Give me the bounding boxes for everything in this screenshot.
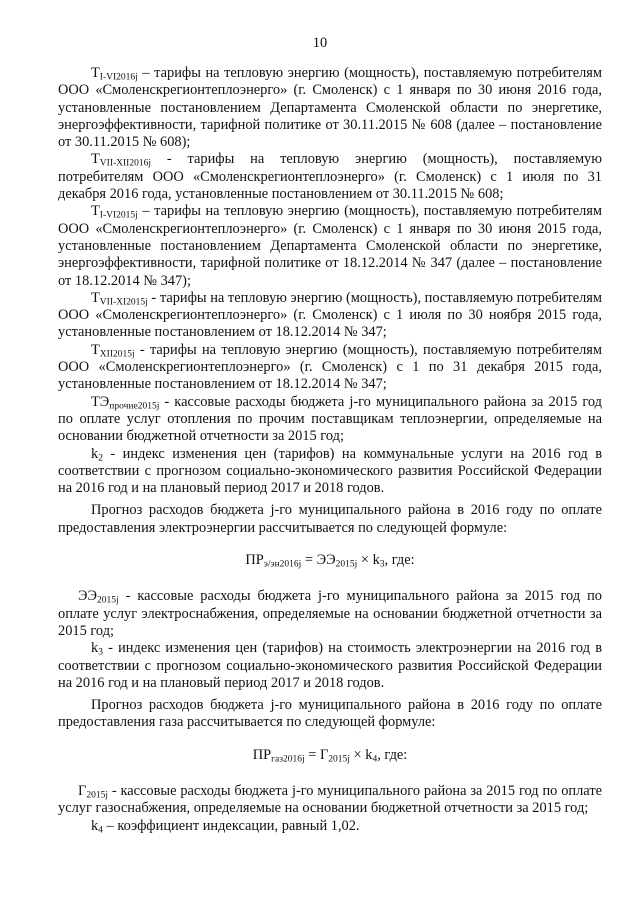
intro-gas-forecast: Прогноз расходов бюджета j-го муниципального района в 2016 году по оплате предоставления газа рассчитывается по следующей формуле: [58, 697, 602, 731]
definition-t-vii-xii-2016: $T_{VII-XII2016j}$ - тарифы на тепловую энергию (мощность), поставляемую потребителям ООО «Смоленскрегионтеплоэнерго» (г. Смоленск) с 1 июля по 31 декабря 2016 года, установленные постановлением от 30.11.2015 № 608; [58, 151, 602, 203]
definition-g-2015: $Г_{2015j}$ - кассовые расходы бюджета j-го муниципального района за 2015 год по оплате услуг газоснабжения, определяемые на основании бюджетной отчетности за 2015 год; [58, 782, 602, 817]
definition-t-i-vi-2015: $T_{I-VI2015j}$ – тарифы на тепловую энергию (мощность), поставляемую потребителям ООО «Смоленскрегионтеплоэнерго» (г. Смоленск) с 1 января по 30 июня 2015 года, установленные постановлением Департамента Смоленской области по энергетике, энергоэффективности, тарифной политике от 18.12.2014 № 347 (далее – постановление от 18.12.2014 № 347); [58, 203, 602, 289]
page-number: 10 [312, 35, 328, 51]
definition-t-i-vi-2016: $T_{I-VI2016j}$ – тарифы на тепловую энергию (мощность), поставляемую потребителям ООО «Смоленскрегионтеплоэнерго» (г. Смоленск) с 1 января по 30 июня 2016 года, установленные постановлением Департамента Смоленской области по энергетике, энергоэффективности, тарифной политике от 30.11.2015 № 608 (далее – постановление от 30.11.2015 № 608); [58, 65, 602, 151]
formula-gas: $ПР_{газ2016j} = Г_{2015j} \times k_4$, где: [252, 746, 408, 765]
definition-t-vii-xi-2015: $T_{VII-XI2015j}$ - тарифы на тепловую энергию (мощность), поставляемую потребителям ООО «Смоленскрегионтеплоэнерго» (г. Смоленск) с 1 июля по 30 ноября 2015 года, установленные постановлением от 18.12.2014 № 347; [58, 289, 602, 341]
formula-electricity: $ПР_{э/эн2016j} = ЭЭ_{2015j} \times k_3$, где: [245, 552, 415, 570]
document-body [58, 65, 602, 835]
definition-k3: $k_3$ - индекс изменения цен (тарифов) на стоимость электроэнергии на 2016 год в соответствии с прогнозом социально-экономического развития Российской Федерации на 2016 год и на плановый период 2017 и 2018 годов. [58, 640, 602, 691]
intro-electricity-forecast: Прогноз расходов бюджета j-го муниципального района в 2016 году по оплате предоставления электроэнергии рассчитывается по следующей формуле: [58, 502, 602, 536]
definition-k2: $k_2$ - индекс изменения цен (тарифов) на коммунальные услуги на 2016 год в соответствии с прогнозом социально-экономического развития Российской Федерации на 2016 год и на плановый период 2017 и 2018 годов. [58, 445, 602, 497]
definition-te-other-2015: $ТЭ_{прочие2015j}$ - кассовые расходы бюджета j-го муниципального района за 2015 год по оплате услуг отопления по прочим поставщикам теплоэнергии, определяемые на основании бюджетной отчетности за 2015 год; [58, 393, 602, 445]
definition-t-xii-2015: $T_{XII2015j}$ - тарифы на тепловую энергию (мощность), поставляемую потребителям ООО «Смоленскрегионтеплоэнерго» (г. Смоленск) с 1 по 31 декабря 2015 года, установленные постановлением от 18.12.2014 № 347; [58, 341, 602, 393]
definition-k4: $k_4$ – коэффициент индексации, равный 1,02. [91, 817, 360, 836]
definition-ee-2015: $ЭЭ_{2015j}$ - кассовые расходы бюджета j-го муниципального района за 2015 год по оплате услуг электроснабжения, определяемые на основании бюджетной отчетности за 2015 год; [58, 588, 602, 639]
